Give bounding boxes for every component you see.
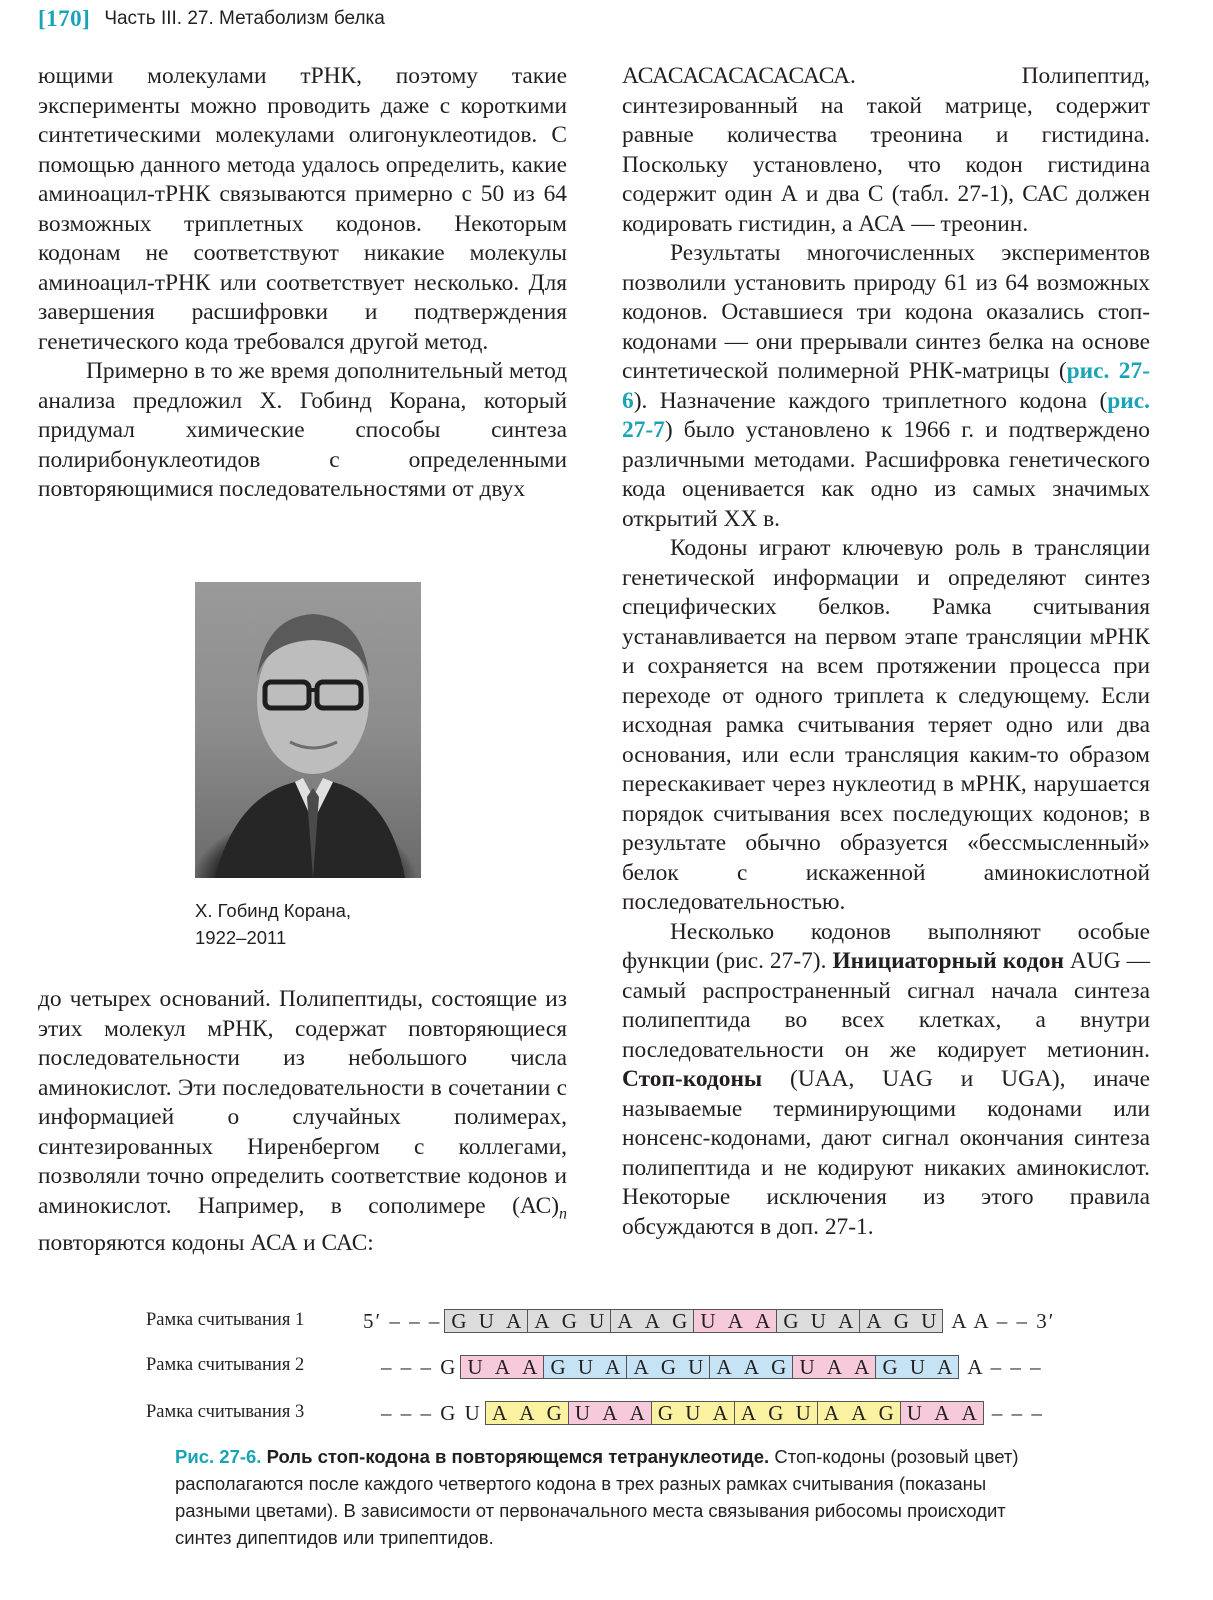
stop-codon: U A A <box>792 1355 876 1379</box>
sequence-suffix: – – – <box>991 1400 1044 1425</box>
page-number: [170] <box>38 6 91 31</box>
text-run: ) было установлено к 1966 г. и подтверждено различными методами. Расшифровка генетического кода оценивается как одно из самых значимых открытий XX в. <box>622 417 1150 532</box>
frame-label-1: Рамка считывания 1 <box>146 1310 305 1330</box>
sequence-prefix: – – – G U <box>381 1400 482 1425</box>
paragraph <box>38 985 567 1258</box>
codon: A A G <box>817 1401 901 1425</box>
sequence-prefix: 5′ – – – <box>363 1308 442 1333</box>
sequence-prefix: – – – G <box>381 1354 458 1379</box>
codon: G U A <box>776 1309 860 1333</box>
figure-27-6 <box>0 1300 1213 1440</box>
paragraph: ющими молекулами тРНК, поэтому такие эксперименты можно проводить даже с короткими синтетическими молекулами олигонуклеотидов. С помощью данного метода удалось определить, какие аминоацил-тРНК связываются примерно с 50 из 64 возможных триплетных кодонов. Некоторым кодонам не соответствуют никакие молекулы аминоацил-тРНК или соответствует несколько. Для завершения расшифровки и подтверждения генетического кода требовался другой метод. <box>38 63 567 355</box>
codon: A A G <box>709 1355 793 1379</box>
frame-label-2: Рамка считывания 2 <box>146 1355 305 1375</box>
page-header <box>38 4 385 34</box>
figure-caption <box>175 1443 1035 1551</box>
figure-caption-text <box>175 1443 1035 1551</box>
codon: G U A <box>444 1309 528 1333</box>
sequence-frame-1 <box>360 1307 1058 1335</box>
running-title: Часть III. 27. Метаболизм белка <box>104 8 385 29</box>
sequence-suffix: A – – – <box>967 1354 1043 1379</box>
codon: A A G <box>485 1401 569 1425</box>
left-column-bottom <box>38 985 567 1258</box>
paragraph: Кодоны играют ключевую роль в трансляции генетической информации и определяют синтез специфических белков. Рамка считывания устанавливается на первом этапе трансляции мРНК и сохраняется на всем протяжении процесса при переходе от одного триплета к следующему. Если исходная рамка считывания теряет одно или два основания, или если трансляция каким-то образом перескакивает через нуклеотид в мРНК, нарушается порядок считывания всех последующих кодонов; в результате обычно образуется «бессмысленный» белок с искаженной аминокислотной последовательностью. <box>622 535 1150 915</box>
text-run: ). Назначение каждого триплетного кодона ( <box>633 387 1108 414</box>
figure-ref-27-6[interactable]: рис. 27-6 <box>622 358 1150 414</box>
sequence-frame-3 <box>378 1399 1047 1427</box>
text-run: Результаты многочисленных экспериментов позволили установить природу 61 из 64 возможных кодонов. Оставшиеся три кодона оказались стоп-кодонами — они прерывали синтез белка на основе синтетической полимерной РНК-матрицы ( <box>622 240 1150 384</box>
codon: A G U <box>527 1309 611 1333</box>
paragraph <box>622 239 1150 534</box>
sequence-suffix: A A – – 3′ <box>951 1308 1056 1333</box>
paragraph <box>622 918 1150 1243</box>
codon: A G U <box>626 1355 710 1379</box>
stop-codon: U A A <box>900 1401 984 1425</box>
text-run: до четырех оснований. Полипептиды, состоящие из этих молекул мРНК, содержат повторяющиеся последовательности из небольшого числа аминокислот. Эти последовательности в сочетании с информацией о случайных полимерах, синтезированных Ниренбергом с коллегами, позволяли точно определить соответствие кодонов и аминокислот. Например, в сополимере (АС) <box>38 986 567 1219</box>
text-run: (UAA, UAG и UGA), иначе называемые терминирующими кодонами или нонсенс-кодонами, дают сигнал окончания синтеза полипептида и не кодируют никаких аминокислот. Некоторые исключения из этого правила обсуждаются в доп. 27-1. <box>622 1066 1150 1240</box>
figure-label: Рис. 27-6. <box>175 1446 262 1467</box>
left-column-top <box>38 62 567 505</box>
codon: A G U <box>859 1309 943 1333</box>
text-run: Несколько кодонов выполняют особые функции (рис. 27-7). <box>622 918 1150 974</box>
codon: A A G <box>610 1309 694 1333</box>
codon: G U A <box>543 1355 627 1379</box>
text-run: AUG — самый распространенный сигнал начала синтеза полипептида во всех клетках, а внутри последовательности он же кодирует метионин. <box>622 948 1150 1063</box>
stop-codon: U A A <box>693 1309 777 1333</box>
codon: A G U <box>734 1401 818 1425</box>
portrait-photo <box>195 582 421 878</box>
figure-title: Роль стоп-кодона в повторяющемся тетрануклеотиде. <box>261 1446 770 1467</box>
figure-ref-27-7[interactable]: рис. 27-7 <box>622 387 1150 443</box>
stop-codon: U A A <box>460 1355 544 1379</box>
paragraph: Примерно в то же время дополнительный метод анализа предложил Х. Гобинд Корана, который придумал химические способы синтеза полирибонуклеотидов с определенными повторяющимися последовательностями от двух <box>38 358 567 502</box>
sequence-frame-2 <box>378 1353 1046 1381</box>
stop-codon: U A A <box>568 1401 652 1425</box>
photo-caption-years: 1922–2011 <box>195 927 287 948</box>
paragraph: АСАСАСАСАСАСАСА. Полипептид, синтезированный на такой матрице, содержит равные количества треонина и гистидина. Поскольку установлено, что кодон гистидина содержит один А и два С (табл. 27-1), САС должен кодировать гистидин, а АСА — треонин. <box>622 63 1150 237</box>
right-column <box>622 62 1150 1242</box>
term-initiator-codon: Инициаторный кодон <box>832 948 1064 974</box>
subscript: n <box>559 1205 567 1223</box>
photo-caption-name: Х. Гобинд Корана, <box>195 900 352 921</box>
codon: G U A <box>875 1355 959 1379</box>
text-run: повторяются кодоны АСА и САС: <box>38 1229 374 1256</box>
codon: G U A <box>651 1401 735 1425</box>
frame-label-3: Рамка считывания 3 <box>146 1402 305 1422</box>
figure-description: Стоп-кодоны (розовый цвет) располагаются после каждого четвертого кодона в трех разных рамках считывания (показаны разными цветами). В зависимости от первоначального места связывания рибосомы происходит синтез дипептидов или трипептидов. <box>175 1446 1019 1548</box>
term-stop-codons: Стоп-кодоны <box>622 1066 763 1092</box>
photo-caption <box>195 897 351 951</box>
